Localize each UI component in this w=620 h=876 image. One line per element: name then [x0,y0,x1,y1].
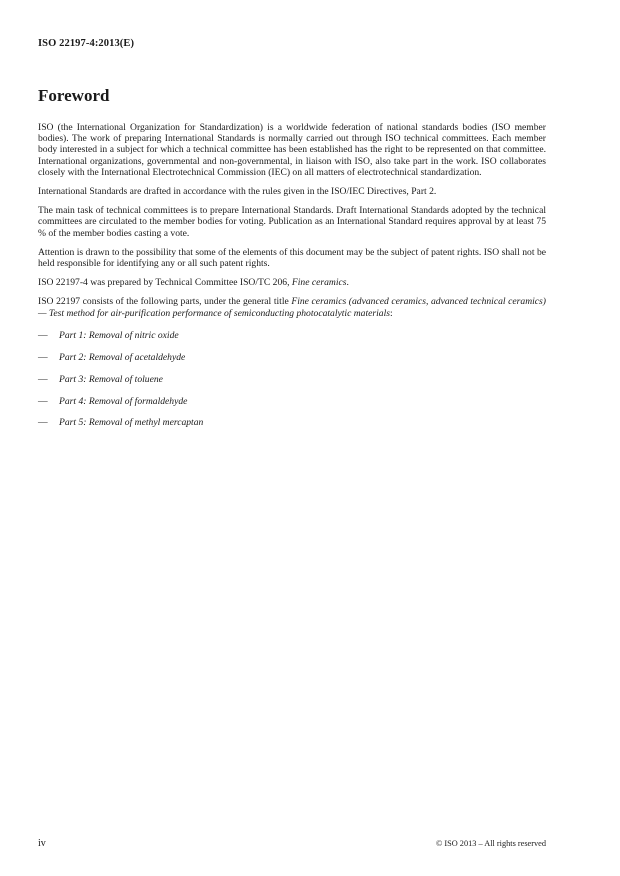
parts-list [38,330,546,429]
list-item [38,417,546,428]
page-number: iv [38,838,46,849]
paragraph-iso-description: ISO (the International Organization for Standardization) is a worldwide federation of national standards bodies (ISO member bodies). The work of preparing International Standards is normally carried out through ISO technical committees. Each member body interested in a subject for which a technical committee has been established has the right to be represented on that committee. International organizations, governmental and non-governmental, in liaison with ISO, also take part in the work. ISO collaborates closely with the International Electrotechnical Commission (IEC) on all matters of electrotechnical standardization. [38,122,546,178]
parts-intro-text: ISO 22197 consists of the following parts, under the general title [38,296,292,308]
part-title: Part 5: Removal of methyl mercaptan [59,417,204,429]
prepared-by-end: . [346,277,349,289]
general-title: Fine ceramics (advanced ceramics, advanced technical ceramics) — Test method for air-purification performance of semiconducting photocatalytic materials [38,296,546,319]
paragraph-committee-task: The main task of technical committees is to prepare International Standards. Draft International Standards adopted by the technical committees are circulated to the member bodies for voting. Publication as an International Standard requires approval by at least 75 % of the member bodies casting a vote. [38,205,546,239]
document-identifier: ISO 22197-4:2013(E) [38,38,135,49]
list-dash: — [38,417,48,429]
foreword-body [38,122,546,439]
list-item [38,330,546,341]
prepared-by-text: ISO 22197-4 was prepared by Technical Committee ISO/TC 206, [38,277,292,289]
list-dash: — [38,351,48,363]
list-item [38,352,546,363]
list-dash: — [38,373,48,385]
paragraph-drafting-rules: International Standards are drafted in accordance with the rules given in the ISO/IEC Directives, Part 2. [38,186,437,198]
list-dash: — [38,329,48,341]
list-dash: — [38,395,48,407]
committee-title: Fine ceramics [291,277,347,289]
parts-intro-end: : [390,307,393,319]
part-title: Part 3: Removal of toluene [59,373,163,385]
list-item [38,396,546,407]
paragraph-patent-notice: Attention is drawn to the possibility that some of the elements of this document may be the subject of patent rights. ISO shall not be held responsible for identifying any or all such patent rights. [38,246,546,270]
copyright-notice: © ISO 2013 – All rights reserved [435,839,546,848]
paragraph-prepared-by [38,277,546,288]
paragraph-parts-intro [38,296,546,318]
part-title: Part 4: Removal of formaldehyde [59,395,188,407]
page-title: Foreword [38,86,110,105]
part-title: Part 1: Removal of nitric oxide [59,329,179,341]
list-item [38,374,546,385]
part-title: Part 2: Removal of acetaldehyde [59,351,186,363]
